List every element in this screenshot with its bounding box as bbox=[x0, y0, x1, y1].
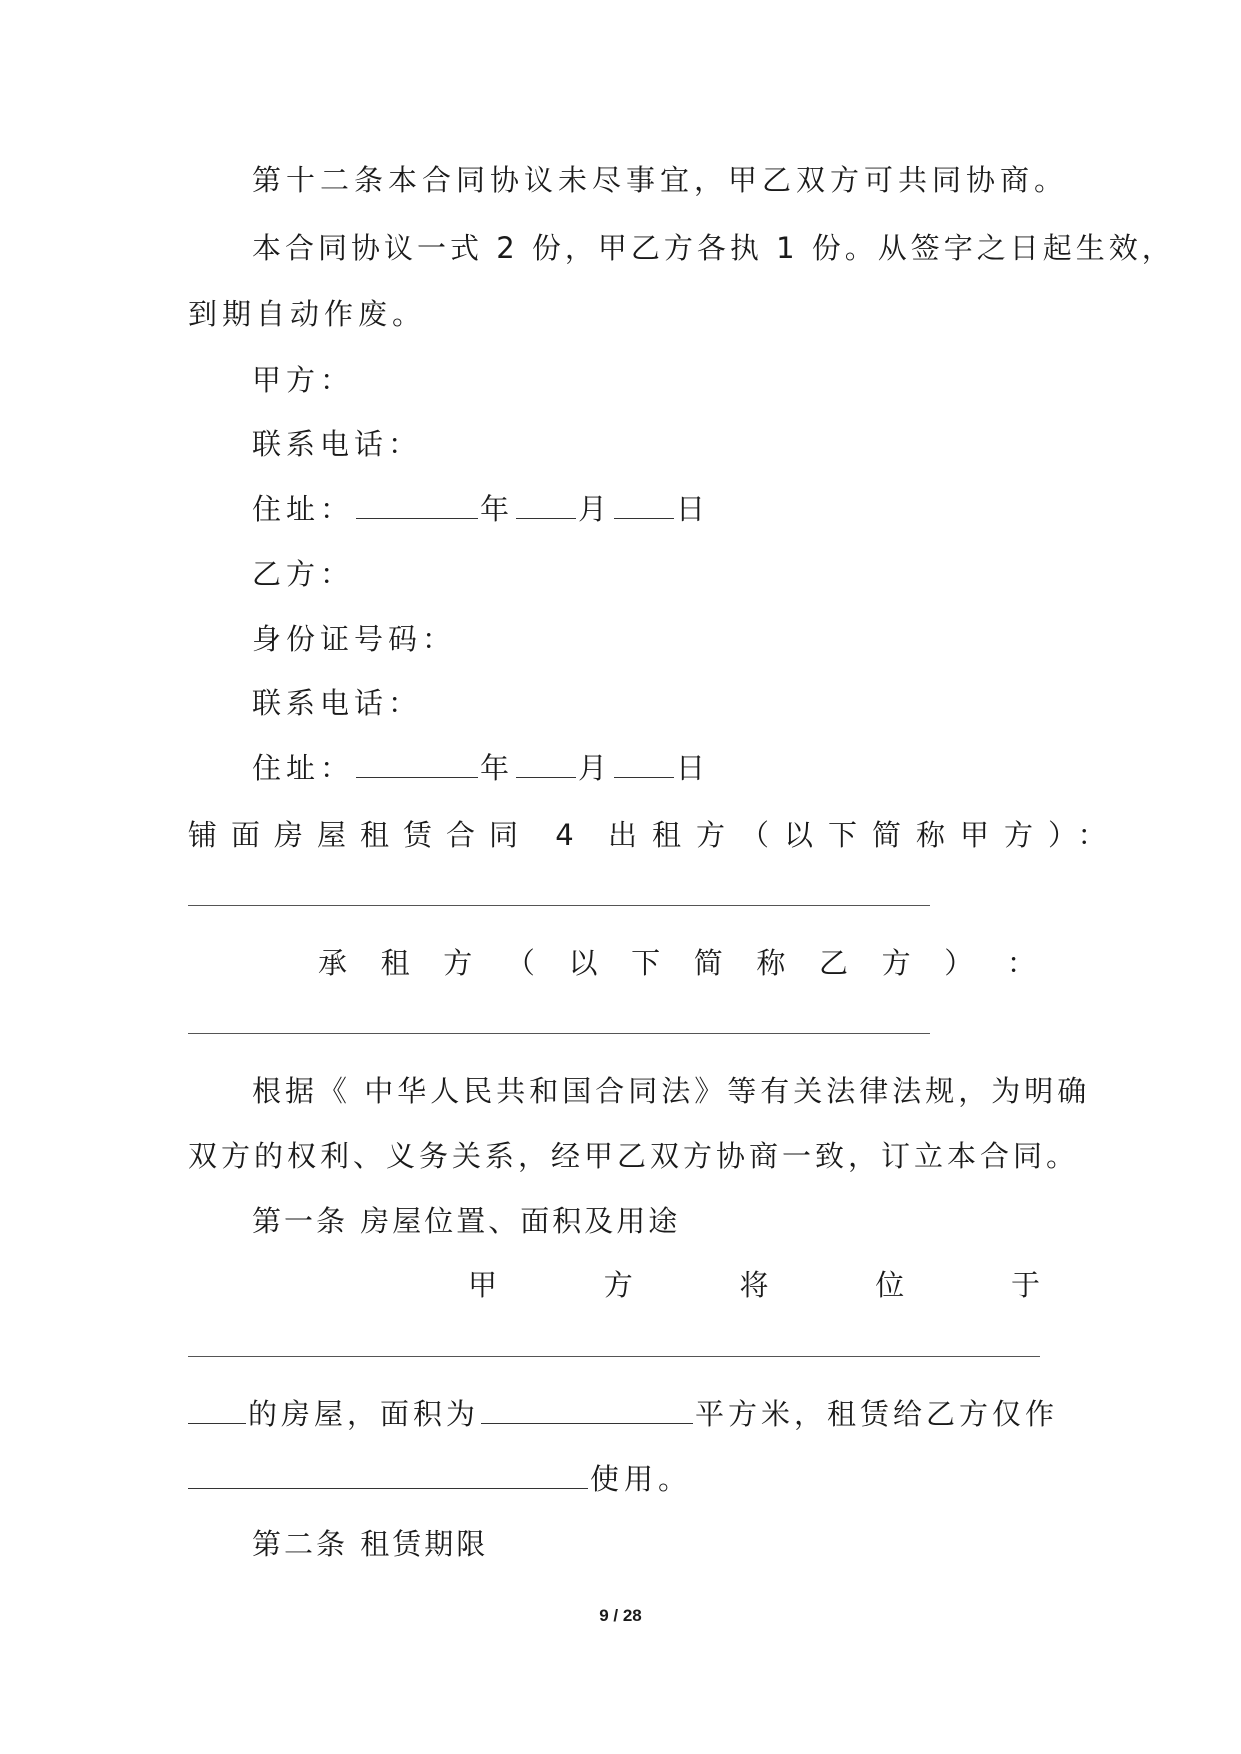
month-label: 月 bbox=[578, 492, 613, 526]
area-line bbox=[188, 1394, 1058, 1434]
day-label: 日 bbox=[676, 492, 711, 526]
address-label: 住址： bbox=[252, 751, 355, 785]
lessee-char: 租 bbox=[380, 946, 410, 980]
party-b-address-line bbox=[252, 748, 710, 788]
copies-clause-line-1: 本合同协议一式 2 份，甲乙方各执 1 份。从签字之日起生效， bbox=[252, 231, 1175, 265]
lessor-label: 出租方（以下简称甲方）： bbox=[608, 818, 1122, 852]
located-char: 将 bbox=[739, 1268, 769, 1302]
day-blank[interactable] bbox=[614, 751, 674, 778]
article-12: 第十二条本合同协议未尽事宜，甲乙双方可共同协商。 bbox=[252, 163, 1069, 197]
copies-clause-line-2: 到期自动作废。 bbox=[188, 297, 427, 331]
address-tail-blank[interactable] bbox=[188, 1397, 246, 1424]
lessee-char: 方 bbox=[443, 946, 473, 980]
party-b-label: 乙方： bbox=[252, 557, 355, 591]
use-text: 使用。 bbox=[590, 1462, 693, 1496]
lessee-char: ： bbox=[1006, 946, 1036, 980]
party-b-phone-label: 联系电话： bbox=[252, 686, 423, 720]
located-at-label bbox=[468, 1265, 1040, 1305]
address-label: 住址： bbox=[252, 492, 355, 526]
page-number: 9 / 28 bbox=[599, 1606, 642, 1625]
lessee-char: 称 bbox=[756, 946, 786, 980]
area-blank[interactable] bbox=[481, 1397, 693, 1424]
party-b-id-label: 身份证号码： bbox=[252, 622, 457, 656]
lessee-char: 下 bbox=[631, 946, 661, 980]
contract-title: 铺面房屋租赁合同 4 bbox=[188, 818, 588, 852]
article-1-title: 第一条 房屋位置、面积及用途 bbox=[252, 1204, 681, 1238]
sqm-text: 平方米，租赁给乙方仅作 bbox=[695, 1397, 1059, 1431]
day-label: 日 bbox=[676, 751, 711, 785]
address-blank[interactable] bbox=[356, 751, 478, 778]
lessee-char: 乙 bbox=[819, 946, 849, 980]
located-char: 于 bbox=[1010, 1268, 1040, 1302]
lessor-blank-line[interactable] bbox=[188, 905, 930, 906]
located-char: 位 bbox=[875, 1268, 905, 1302]
month-blank[interactable] bbox=[516, 751, 576, 778]
year-label: 年 bbox=[480, 751, 515, 785]
lessee-char: 承 bbox=[318, 946, 348, 980]
lessee-label bbox=[318, 943, 1036, 983]
month-blank[interactable] bbox=[516, 492, 576, 519]
address-blank[interactable] bbox=[356, 492, 478, 519]
party-a-address-line bbox=[252, 489, 710, 529]
basis-line-2: 双方的权利、义务关系，经甲乙双方协商一致，订立本合同。 bbox=[188, 1139, 1080, 1173]
lessee-char: 简 bbox=[693, 946, 723, 980]
house-of-text: 的房屋，面积为 bbox=[248, 1397, 480, 1431]
day-blank[interactable] bbox=[614, 492, 674, 519]
basis-line-1: 根据《 中华人民共和国合同法》等有关法律法规，为明确 bbox=[252, 1074, 1091, 1108]
use-blank[interactable] bbox=[188, 1462, 588, 1489]
lessee-char: 方 bbox=[881, 946, 911, 980]
party-a-phone-label: 联系电话： bbox=[252, 427, 423, 461]
located-char: 甲 bbox=[468, 1268, 498, 1302]
lessee-char: （ bbox=[505, 946, 535, 980]
located-char: 方 bbox=[603, 1268, 633, 1302]
party-a-label: 甲方： bbox=[252, 363, 355, 397]
lessee-blank-line[interactable] bbox=[188, 1033, 930, 1034]
use-line bbox=[188, 1459, 692, 1499]
lessee-char: 以 bbox=[568, 946, 598, 980]
month-label: 月 bbox=[578, 751, 613, 785]
article-2-title: 第二条 租赁期限 bbox=[252, 1527, 489, 1561]
year-label: 年 bbox=[480, 492, 515, 526]
lessee-char: ） bbox=[944, 946, 974, 980]
location-blank-line[interactable] bbox=[188, 1356, 1040, 1357]
